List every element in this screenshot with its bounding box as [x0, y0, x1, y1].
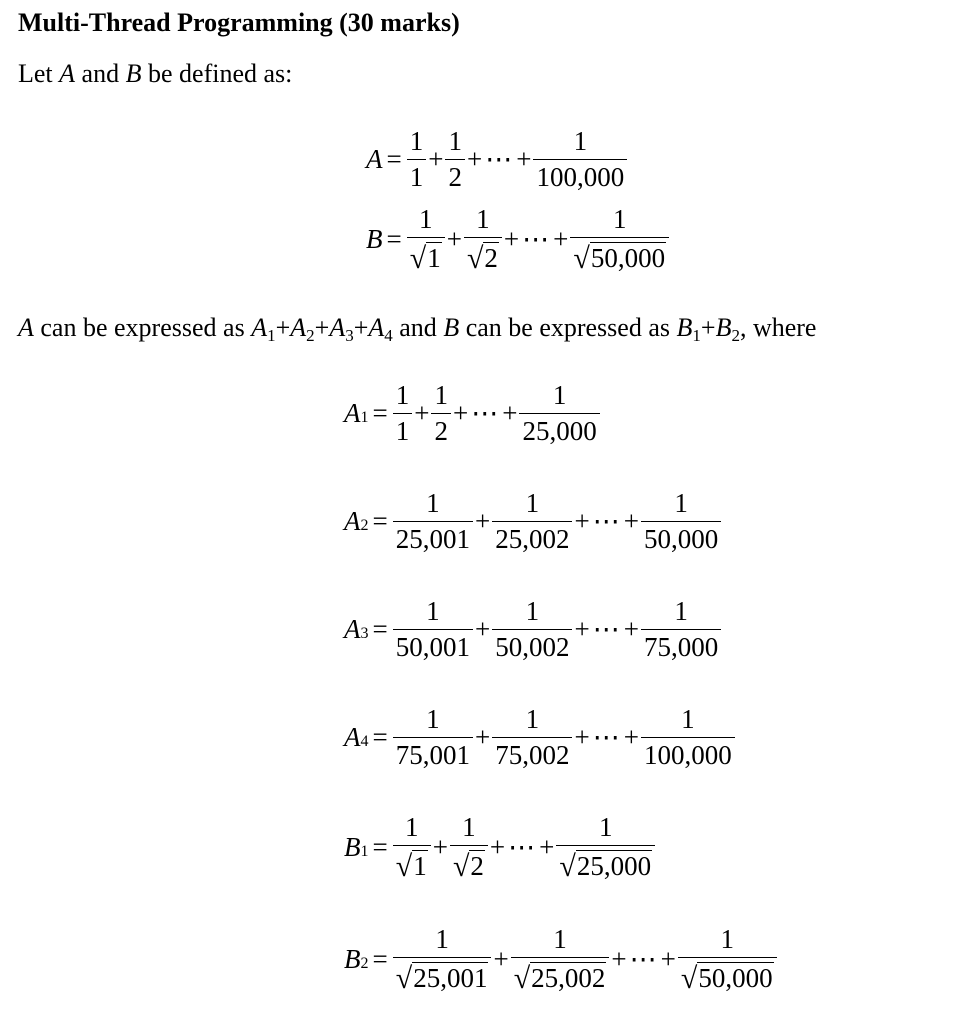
square-root: √ 25,000: [559, 850, 652, 883]
fraction: $\frac{1}{75,001}$: [393, 706, 473, 769]
equation-a3: A 3 = $\frac{1}{50,001}$ + $\frac{1}{50,002}$ + ⋯ + $\frac{1}{75,000}$: [344, 598, 722, 661]
square-root: √ 2: [466, 242, 498, 275]
fraction: $\frac{1}{25,002}$: [492, 490, 572, 553]
fraction: 1 √ 50,000: [678, 926, 777, 993]
equation-lhs: B 1: [344, 832, 369, 862]
fraction: 1 √ 2: [450, 814, 488, 881]
fraction: 1 √ 25,001: [393, 926, 492, 993]
square-root: √ 25,002: [513, 962, 606, 995]
equation-b: B = 1 √ 1 + 1 √ 2 + ⋯ + 1 √ 50,000: [366, 206, 670, 273]
equation-lhs: A 4: [344, 722, 369, 752]
square-root: √ 1: [409, 242, 441, 275]
fraction: 1 √ 25,000: [556, 814, 655, 881]
equation-a2: A 2 = $\frac{1}{25,001}$ + $\frac{1}{25,002}$ + ⋯ + $\frac{1}{50,000}$: [344, 490, 722, 553]
equation-a1: A 1 = $\frac{1}{1}$ + $\frac{1}{2}$ + ⋯ + $\frac{1}{25,000}$: [344, 382, 601, 445]
equation-lhs: B 2: [344, 944, 369, 974]
fraction: $\frac{1}{100,000}$: [641, 706, 735, 769]
fraction: 1 √ 25,002: [511, 926, 610, 993]
fraction: 1 √ 1: [407, 206, 445, 273]
fraction: $\frac{1}{50,002}$: [492, 598, 572, 661]
equation-lhs: A 1: [344, 398, 369, 428]
equation-b1: B 1 = 1 √ 1 + 1 √ 2 + ⋯ + 1 √ 25,000: [344, 814, 656, 881]
equation-a: A = $\frac{1}{1}$ + $\frac{1}{2}$ + ⋯ + $\frac{1}{100,000}$: [366, 128, 628, 191]
fraction: $\frac{1}{50,001}$: [393, 598, 473, 661]
equation-b2: B 2 = 1 √ 25,001 + 1 √ 25,002 + ⋯ + 1 √ 50,000: [344, 926, 778, 993]
fraction: 1 √ 50,000: [570, 206, 669, 273]
equation-lhs: A 2: [344, 506, 369, 536]
fraction: $\frac{1}{75,000}$: [641, 598, 721, 661]
intro-line: Let A and B be defined as:: [18, 59, 293, 88]
fraction: $\frac{1}{2}$: [445, 128, 465, 191]
fraction: $\frac{1}{50,000}$: [641, 490, 721, 553]
equation-a4: A 4 = $\frac{1}{75,001}$ + $\frac{1}{75,002}$ + ⋯ + $\frac{1}{100,000}$: [344, 706, 736, 769]
equation-lhs: A 3: [344, 614, 369, 644]
fraction: $\frac{1}{1}$: [407, 128, 427, 191]
square-root: √ 50,000: [680, 962, 773, 995]
equation-lhs: B: [366, 224, 383, 254]
fraction: $\frac{1}{75,002}$: [492, 706, 572, 769]
fraction: $\frac{1}{25,000}$: [519, 382, 599, 445]
square-root: √ 2: [452, 850, 484, 883]
fraction: $\frac{1}{1}$: [393, 382, 413, 445]
fraction: $\frac{1}{100,000}$: [533, 128, 627, 191]
equation-lhs: A: [366, 144, 383, 174]
fraction: 1 √ 1: [393, 814, 431, 881]
square-root: √ 50,000: [573, 242, 666, 275]
fraction: $\frac{1}{25,001}$: [393, 490, 473, 553]
fraction: $\frac{1}{2}$: [431, 382, 451, 445]
page-title: Multi-Thread Programming (30 marks): [18, 8, 460, 37]
fraction: 1 √ 2: [464, 206, 502, 273]
square-root: √ 1: [395, 850, 427, 883]
square-root: √ 25,001: [395, 962, 488, 995]
decomposition-line: A can be expressed as $A_1+A_2+A_3+A_4$ and B can be expressed as $B_1+B_2$, where: [18, 313, 817, 345]
